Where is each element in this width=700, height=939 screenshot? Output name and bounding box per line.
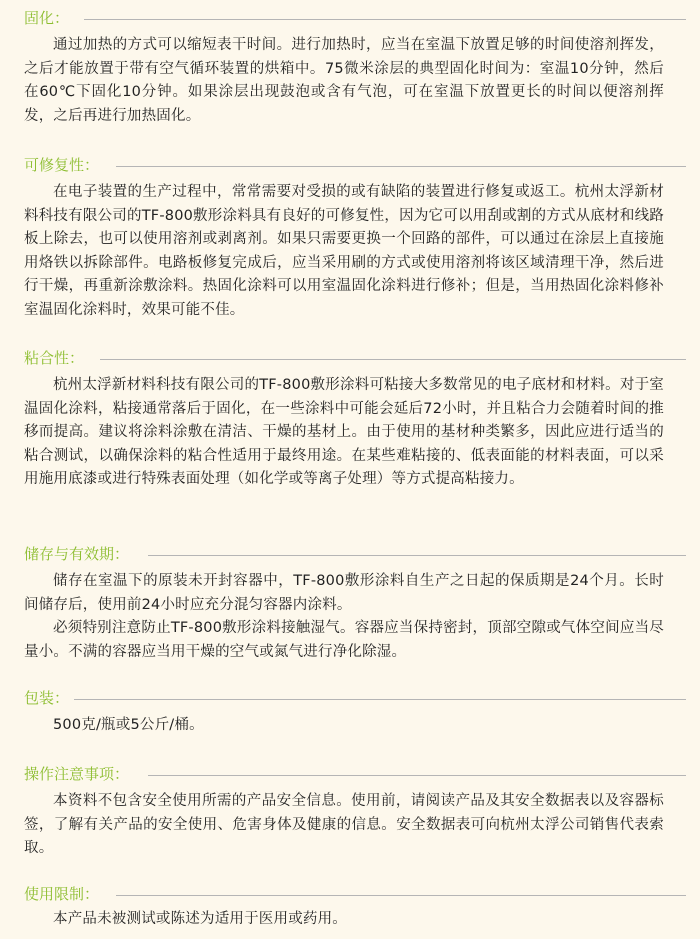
section-paragraph: 必须特别注意防止TF-800敷形涂料接触湿气。容器应当保持密封，顶部空隙或气体空间应当尽量小。不满的容器应当用干燥的空气或氮气进行净化除湿。	[24, 620, 664, 660]
section-handling	[24, 764, 664, 861]
section-curing	[24, 8, 664, 128]
section-divider	[84, 19, 686, 20]
section-packaging	[24, 688, 664, 738]
section-divider	[148, 775, 686, 776]
section-divider	[116, 895, 686, 896]
section-paragraph: 本资料不包含安全使用所需的产品安全信息。使用前，请阅读产品及其安全数据表以及容器标签，了解有关产品的安全使用、危害身体及健康的信息。安全数据表可向杭州太浮公司销售代表索取。	[24, 793, 664, 856]
section-heading: 操作注意事项：	[24, 765, 130, 783]
section-paragraph: 在电子装置的生产过程中，常常需要对受损的或有缺陷的装置进行修复或返工。杭州太浮新材料科技有限公司的TF-800敷形涂料具有良好的可修复性，因为它可以用刮或割的方式从底材和线路板上除去，也可以使用溶剂或剥离剂。如果只需要更换一个回路的部件，可以通过在涂层上直接施用烙铁以拆除部件。电路板修复完成后，应当采用刷的方式或使用溶剂将该区域清理干净，然后进行干燥，再重新涂敷涂料。热固化涂料可以用室温固化涂料进行修补；但是，当用热固化涂料修补室温固化涂料时，效果可能不佳。	[24, 184, 664, 318]
section-heading: 储存与有效期：	[24, 545, 130, 563]
section-paragraph: 本产品未被测试或陈述为适用于医用或药用。	[53, 911, 347, 927]
section-divider	[74, 699, 686, 700]
section-adhesion	[24, 348, 664, 492]
section-limitations	[24, 884, 664, 932]
section-paragraph: 通过加热的方式可以缩短表干时间。进行加热时，应当在室温下放置足够的时间使溶剂挥发，之后才能放置于带有空气循环装置的烘箱中。75微米涂层的典型固化时间为：室温10分钟，然后在60℃下固化10分钟。如果涂层出现鼓泡或含有气泡，可在室温下放置更长的时间以便溶剂挥发，之后再进行加热固化。	[24, 37, 664, 124]
section-divider	[148, 555, 686, 556]
section-divider	[100, 359, 686, 360]
section-paragraph: 杭州太浮新材料科技有限公司的TF-800敷形涂料可粘接大多数常见的电子底材和材料。对于室温固化涂料，粘接通常落后于固化，在一些涂料中可能会延后72小时，并且粘合力会随着时间的推移而提高。建议将涂料涂敷在清洁、干燥的基材上。由于使用的基材种类繁多，因此应进行适当的粘合测试，以确保涂料的粘合性适用于最终用途。在某些难粘接的、低表面能的材料表面，可以采用施用底漆或进行特殊表面处理（如化学或等离子处理）等方式提高粘接力。	[24, 377, 664, 487]
section-storage	[24, 544, 664, 664]
section-heading: 使用限制：	[24, 885, 100, 903]
section-heading: 包装：	[24, 689, 70, 707]
section-heading: 粘合性：	[24, 349, 85, 367]
section-paragraph: 储存在室温下的原装未开封容器中，TF-800敷形涂料自生产之日起的保质期是24个月。长时间储存后，使用前24小时应充分混匀容器内涂料。	[24, 573, 664, 613]
section-paragraph: 500克/瓶或5公斤/桶。	[53, 717, 204, 733]
section-heading: 可修复性：	[24, 156, 100, 174]
section-repairability	[24, 155, 664, 322]
section-heading: 固化：	[24, 9, 70, 27]
section-divider	[116, 166, 686, 167]
